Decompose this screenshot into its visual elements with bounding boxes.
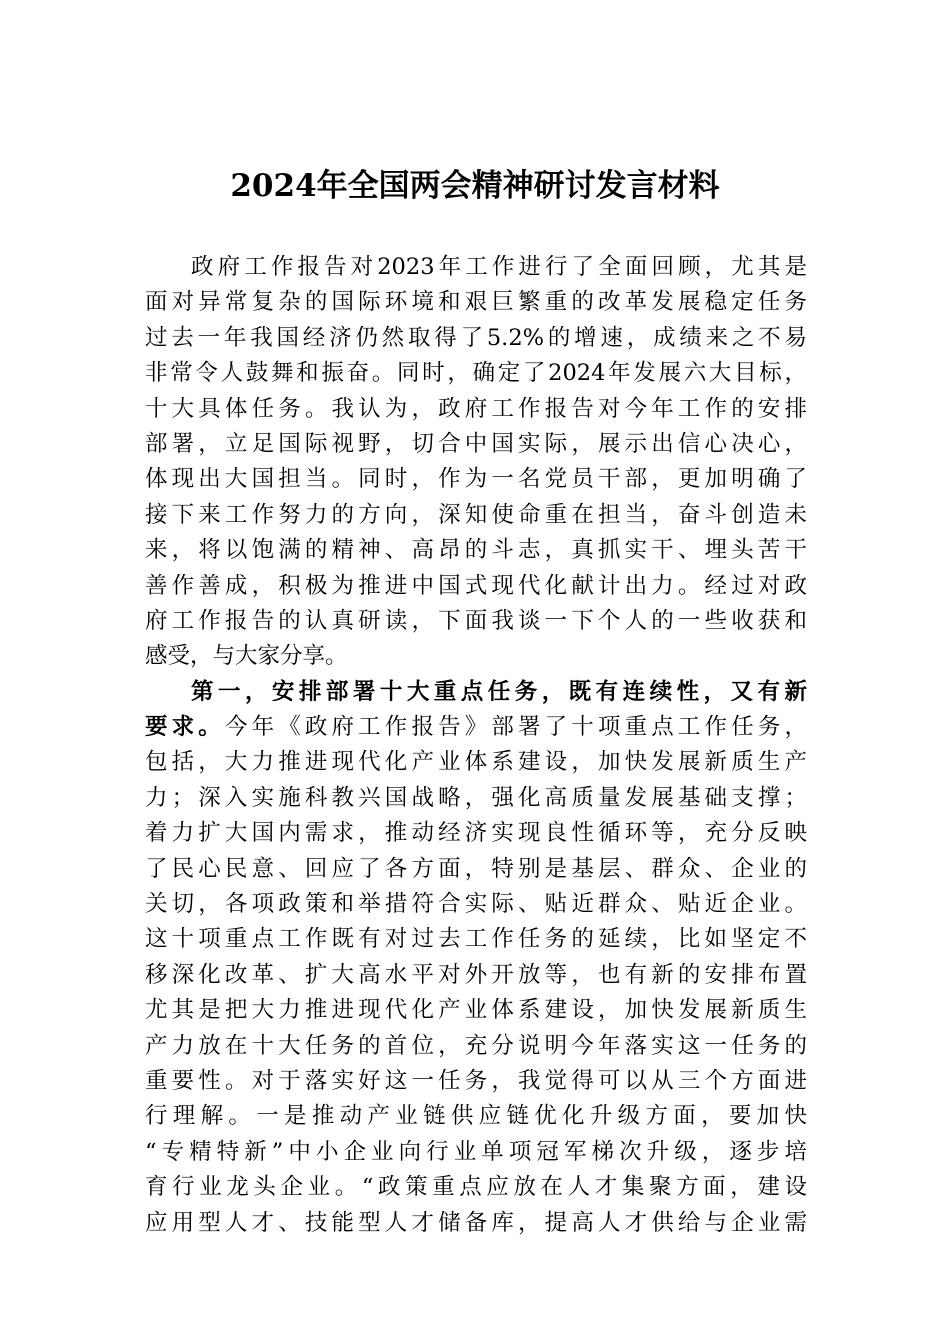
text-line: 了民心民意、回应了各方面，特别是基层、群众、企业的 [145,855,807,882]
text-span: 今年《政府工作报告》部署了十项重点工作任务， [224,714,807,741]
document-body [145,250,807,1241]
text-line: 过去一年我国经济仍然取得了5.2%的增速，成绩来之不易 [145,324,807,351]
text-line: 这十项重点工作既有对过去工作任务的延续，比如坚定不 [145,926,807,953]
text-line: 行理解。一是推动产业链供应链优化升级方面，要加快 [145,1103,807,1130]
paragraph-heading-line [145,675,807,710]
text-line: 来，将以饱满的精神、高昂的斗志，真抓实干、埋头苦干 [145,537,807,564]
text-line: 非常令人鼓舞和振奋。同时，确定了2024年发展六大目标， [145,360,807,387]
text-line: 府工作报告的认真研读，下面我谈一下个人的一些收获和 [145,607,807,634]
text-line: 十大具体任务。我认为，政府工作报告对今年工作的安排 [145,395,807,422]
document-title: 2024年全国两会精神研讨发言材料 [230,168,720,204]
text-line: 育行业龙头企业。“政策重点应放在人才集聚方面，建设 [145,1174,807,1201]
paragraph-heading-end: 要求。 [145,714,225,741]
text-line: 体现出大国担当。同时，作为一名党员干部，更加明确了 [145,466,807,493]
text-line: 善作善成，积极为推进中国式现代化献计出力。经过对政 [145,572,807,599]
text-line: 接下来工作努力的方向，深知使命重在担当，奋斗创造未 [145,501,807,528]
text-line: “专精特新”中小企业向行业单项冠军梯次升级，逐步培 [145,1138,807,1165]
text-line: 应用型人才、技能型人才储备库，提高人才供给与企业需 [145,1209,807,1236]
text-line: 着力扩大国内需求，推动经济实现良性循环等，充分反映 [145,820,807,847]
paragraph-heading: 第一，安排部署十大重点任务，既有连续性，又有新 [191,678,807,705]
text-line: 尤其是把大力推进现代化产业体系建设，加快发展新质生 [145,997,807,1024]
paragraph-2 [145,675,807,1241]
text-line: 面对异常复杂的国际环境和艰巨繁重的改革发展稳定任务 [145,289,807,316]
paragraph-1 [145,250,807,675]
text-line: 力；深入实施科教兴国战略，强化高质量发展基础支撑； [145,784,807,811]
text-line: 政府工作报告对2023年工作进行了全面回顾，尤其是 [191,254,807,280]
text-line [145,710,807,745]
text-line: 部署，立足国际视野，切合中国实际，展示出信心决心， [145,430,807,457]
text-line: 关切，各项政策和举措符合实际、贴近群众、贴近企业。 [145,891,807,918]
text-line: 感受，与大家分享。 [145,643,348,670]
text-line: 包括，大力推进现代化产业体系建设，加快发展新质生产 [145,749,807,776]
text-line: 产力放在十大任务的首位，充分说明今年落实这一任务的 [145,1032,807,1059]
text-line: 重要性。对于落实好这一任务，我觉得可以从三个方面进 [145,1067,807,1094]
text-line: 移深化改革、扩大高水平对外开放等，也有新的安排布置 [145,961,807,988]
